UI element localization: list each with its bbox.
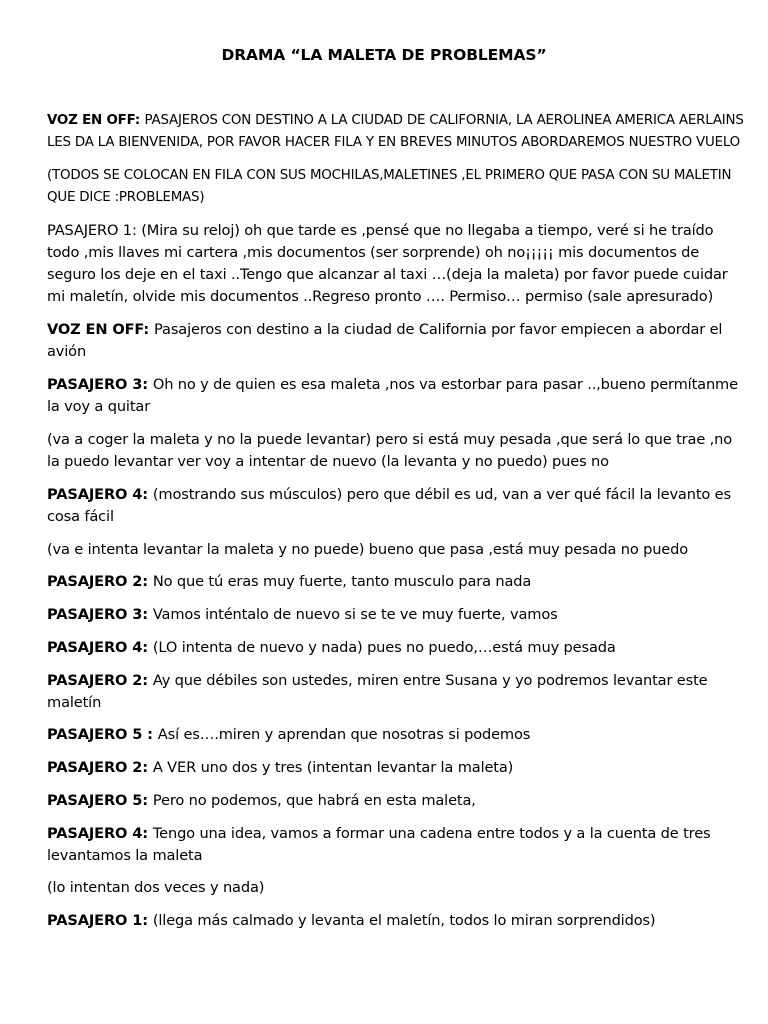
script-paragraph: [47, 374, 747, 418]
script-paragraph: [47, 670, 747, 714]
dialogue-text: (lo intentan dos veces y nada): [47, 879, 265, 897]
script-paragraph: [47, 910, 747, 932]
script-paragraph: [47, 724, 747, 746]
script-paragraph: [47, 429, 747, 473]
speaker-name: PASAJERO 3:: [47, 606, 148, 624]
dialogue-text: (llega más calmado y levanta el maletín, todos lo miran sorprendidos): [152, 912, 656, 930]
dialogue-text: No que tú eras muy fuerte, tanto musculo para nada: [152, 573, 532, 591]
speaker-name: PASAJERO 4:: [47, 485, 148, 503]
dialogue-text: Ay que débiles son ustedes, miren entre Susana y yo podremos levantar este maletín: [47, 671, 708, 711]
dialogue-text: Vamos inténtalo de nuevo si se te ve muy fuerte, vamos: [152, 606, 558, 624]
speaker-separator: :: [142, 912, 153, 930]
speaker-name: PASAJERO 1: [47, 912, 143, 930]
script-body: [47, 110, 747, 943]
script-paragraph: [47, 637, 747, 659]
speaker-name: PASAJERO 2:: [47, 671, 148, 689]
script-paragraph: [47, 220, 747, 309]
speaker-name: PASAJERO 3:: [47, 376, 148, 394]
script-paragraph: [47, 165, 747, 209]
script-paragraph: [47, 539, 747, 561]
dialogue-text: (LO intenta de nuevo y nada) pues no puedo,…está muy pesada: [152, 638, 616, 656]
script-paragraph: [47, 604, 747, 626]
dialogue-text: A VER uno dos y tres (intentan levantar la maleta): [152, 759, 514, 777]
speaker-name: PASAJERO 2:: [47, 573, 148, 591]
dialogue-text: Así es….miren y aprendan que nosotras si podemos: [157, 726, 531, 744]
dialogue-text: Tengo una idea, vamos a formar una cadena entre todos y a la cuenta de tres levantamos la maleta: [47, 824, 711, 864]
script-paragraph: [47, 484, 747, 528]
script-paragraph: [47, 319, 747, 363]
speaker-separator: :: [143, 321, 155, 339]
dialogue-text: (TODOS SE COLOCAN EN FILA CON SUS MOCHILAS,MALETINES ,EL PRIMERO QUE PASA CON SU MALETIN QUE DICE :PROBLEMAS): [47, 167, 732, 206]
dialogue-text: Pero no podemos, que habrá en esta maleta,: [152, 791, 476, 809]
dialogue-text: (va e intenta levantar la maleta y no puede) bueno que pasa ,está muy pesada no puedo: [47, 540, 689, 558]
dialogue-text: (mostrando sus músculos) pero que débil es ud, van a ver qué fácil la levanto es cosa fácil: [47, 485, 731, 526]
speaker-separator: :: [131, 221, 142, 239]
script-paragraph: [47, 571, 747, 593]
document-title: DRAMA “LA MALETA DE PROBLEMAS”: [221, 46, 547, 64]
speaker-name: PASAJERO 5:: [47, 791, 148, 809]
dialogue-text: Pasajeros con destino a la ciudad de California por favor empiecen a abordar el avión: [47, 321, 723, 361]
dialogue-text: (va a coger la maleta y no la puede levantar) pero si está muy pesada ,que será lo que trae ,no la puedo levantar ver voy a intentar de nuevo (la levanta y no puedo) pues no: [47, 430, 733, 471]
dialogue-text: (Mira su reloj) oh que tarde es ,pensé que no llegaba a tiempo, veré si he traído todo ,mis llaves mi cartera ,mis documentos (ser sorprende) oh no¡¡¡¡¡ mis documentos de seguro los deje en el taxi ..Tengo que alcanzar al taxi …(deja la maleta) por favor puede cuidar mi maletín, olvide mis documentos ..Regreso pronto …. Permiso… permiso (sale apresurado): [47, 221, 728, 306]
speaker-name: PASAJERO 5 :: [47, 726, 153, 744]
speaker-separator: :: [134, 113, 145, 128]
speaker-name: VOZ EN OFF: [47, 113, 135, 128]
speaker-name: PASAJERO 4:: [47, 824, 148, 842]
dialogue-text: PASAJEROS CON DESTINO A LA CIUDAD DE CALIFORNIA, LA AEROLINEA AMERICA AERLAINS LES DA LA BIENVENIDA, POR FAVOR HACER FILA Y EN BREVES MINUTOS ABORDAREMOS NUESTRO VUELO: [47, 113, 744, 151]
script-paragraph: [47, 823, 747, 867]
dialogue-text: Oh no y de quien es esa maleta ,nos va estorbar para pasar ..,bueno permítanme la voy a quitar: [47, 376, 738, 416]
script-paragraph: [47, 110, 747, 154]
speaker-name: PASAJERO 4:: [47, 638, 148, 656]
speaker-name: PASAJERO 2:: [47, 759, 148, 777]
speaker-name: VOZ EN OFF: [47, 321, 144, 339]
script-paragraph: [47, 790, 747, 812]
speaker-name: PASAJERO 1: [47, 221, 132, 239]
script-paragraph: [47, 757, 747, 779]
script-paragraph: [47, 877, 747, 899]
